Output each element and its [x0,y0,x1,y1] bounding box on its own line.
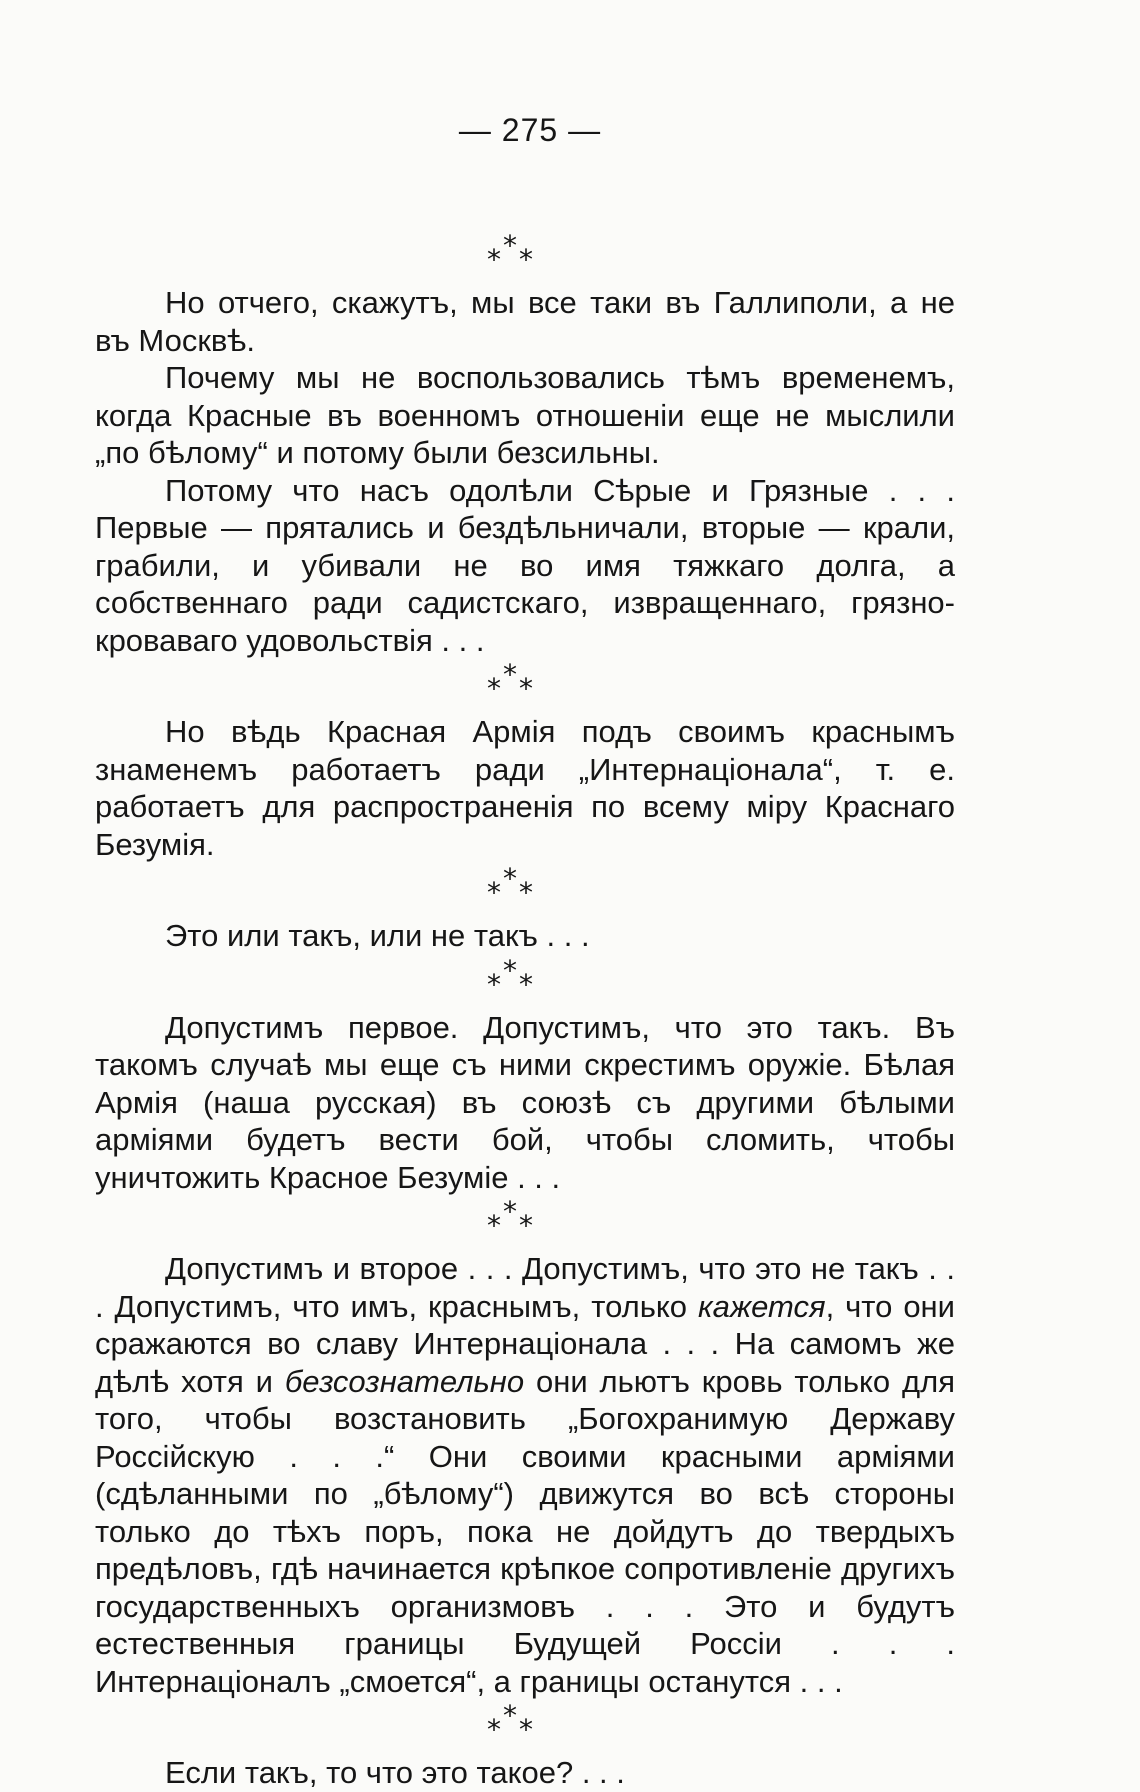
page-body [95,230,955,1792]
asterisk: * [487,967,501,1001]
asterisk: * [503,658,517,691]
asterisk: * [503,1195,517,1228]
asterisk: * [519,672,533,705]
asterisk: * [487,1209,501,1242]
text-run: Потому что насъ одолѣли Сѣрые и Грязные . . . Первые — прятались и бездѣльничали, вторые — крали, грабили, и убивали не во имя тяжкаго долга, а собственнаго ради садистскаго, извращеннаго, грязно-кроваваго удовольствія . . . [95,472,955,658]
section-separator [95,953,955,1003]
text-run: , что они сражаются во славу Интернаціонала . . . На самомъ же дѣлѣ хотя и [95,1288,955,1399]
paragraph [95,284,955,359]
asterisk: * [519,243,533,276]
asterisk: * [487,1713,501,1746]
section-separator [95,862,955,911]
italic-emphasis: кажется [697,1288,826,1324]
text-run: Это или такъ, или не такъ . . . [165,918,590,953]
asterisk: * [503,862,517,895]
asterisk: * [487,672,501,705]
paragraph [95,917,955,955]
paragraph [95,359,955,472]
asterisk: * [519,876,533,909]
section-separator [95,1195,955,1244]
asterisk: * [519,967,533,1001]
section-separator [95,1699,955,1748]
paragraph [95,1009,955,1197]
asterisk: * [503,229,517,262]
asterisk: * [519,1713,533,1746]
italic-emphasis: безсознательно [284,1363,525,1399]
asterisk: * [487,243,501,276]
asterisk: * [503,1699,517,1732]
section-separator [95,229,955,278]
paragraph [95,713,955,863]
asterisk: * [519,1209,533,1242]
page-number: — 275 — [458,112,602,148]
section-separator [95,658,955,707]
text-run: Но отчего, скажутъ, мы все таки въ Галлиполи, а не въ Москвѣ. [95,285,955,358]
asterisk: * [503,953,517,987]
text-run: Допустимъ и второе . . . Допустимъ, что это не такъ . . . Допустимъ, что имъ, краснымъ, только [95,1251,955,1324]
paragraph [95,1250,955,1700]
paragraph [95,1754,955,1792]
text-run: Допустимъ первое. Допустимъ, что это такъ. Въ такомъ случаѣ мы еще съ ними скрестимъ оружіе. Бѣлая Армія (наша русская) въ союзѣ съ другими бѣлыми арміями будетъ вести бой, чтобы сломить, чтобы уничтожить Красное Безуміе . . . [95,1009,955,1195]
paragraph [95,472,955,660]
asterisk: * [487,876,501,909]
text-run: Почему мы не воспользовались тѣмъ временемъ, когда Красные въ военномъ отношеніи еще не мыслили „по бѣлому“ и потому были безсильны. [95,360,955,470]
text-run: Если такъ, то что это такое? . . . [165,1755,625,1790]
text-run: Но вѣдь Красная Армія подъ своимъ краснымъ знаменемъ работаетъ ради „Интернаціонала“, т. е. работаетъ для распространенія по всему міру Краснаго Безумія. [95,714,955,862]
text-run: они льютъ кровь только для того, чтобы возстановить „Богохранимую Державу Россійскую . . .“ Они своими красными арміями (сдѣланными по „бѣлому“) движутся во всѣ стороны только до тѣхъ поръ, пока не дойдутъ до твердыхъ предѣловъ, гдѣ начинается крѣпкое сопротивленіе другихъ государственныхъ организмовъ . . . Это и будутъ естественныя границы Будущей Россіи . . . Интернаціоналъ „смоется“, а границы останутся . . . [95,1363,955,1699]
